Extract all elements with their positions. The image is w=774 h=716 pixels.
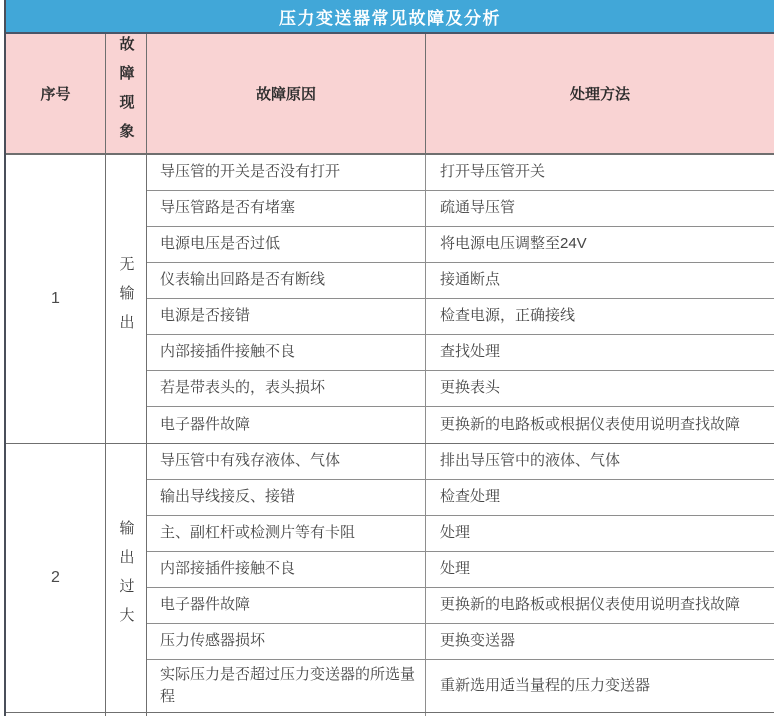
method-cell: 处理 bbox=[440, 560, 471, 578]
table-row bbox=[147, 263, 774, 299]
cause-cell: 内部接插件接触不良 bbox=[147, 552, 426, 587]
method-cell: 重新选用适当量程的压力变送器 bbox=[440, 676, 651, 694]
cause-cell: 电源是否接错 bbox=[147, 299, 426, 334]
cause-cell: 内部接插件接触不良 bbox=[147, 335, 426, 370]
section-rows bbox=[147, 155, 774, 443]
page-title: 压力变送器常见故障及分析 bbox=[279, 8, 501, 28]
phenomenon-cell bbox=[106, 155, 147, 443]
table-row bbox=[147, 588, 774, 624]
column-header-seq: 序号 bbox=[6, 34, 106, 153]
table-row bbox=[147, 371, 774, 407]
cause-cell: 若是带表头的，表头损坏 bbox=[147, 371, 426, 406]
phenomenon-cell bbox=[106, 444, 147, 712]
table-row bbox=[147, 191, 774, 227]
method-cell: 更换新的电路板或根据仪表使用说明查找故障 bbox=[440, 415, 741, 433]
table-row bbox=[147, 299, 774, 335]
section-rows bbox=[147, 444, 774, 712]
table-row bbox=[147, 155, 774, 191]
section-output-too-high bbox=[6, 444, 774, 713]
column-header-method: 处理方法 bbox=[569, 86, 630, 103]
phenomenon-label: 无输出 bbox=[117, 255, 135, 343]
table-title-bar bbox=[6, 0, 774, 34]
table-row bbox=[147, 444, 774, 480]
cause-cell: 电子器件故障 bbox=[147, 588, 426, 623]
seq-cell: 1 bbox=[6, 155, 106, 443]
cause-cell: 导压管中有残存液体、气体 bbox=[147, 444, 426, 479]
column-header-phenomenon bbox=[106, 34, 147, 153]
method-cell: 更换变送器 bbox=[440, 632, 516, 650]
method-cell: 排出导压管中的液体、气体 bbox=[440, 452, 621, 470]
method-cell: 打开导压管开关 bbox=[440, 163, 546, 181]
phenomenon-label: 输出过大 bbox=[117, 520, 135, 636]
seq-cell: 2 bbox=[6, 444, 106, 712]
table-row bbox=[147, 552, 774, 588]
method-cell: 检查处理 bbox=[440, 488, 501, 506]
method-cell: 接通断点 bbox=[440, 271, 501, 289]
method-cell: 更换表头 bbox=[440, 379, 501, 397]
method-cell: 处理 bbox=[440, 524, 471, 542]
table-row bbox=[147, 407, 774, 443]
fault-analysis-table bbox=[4, 0, 774, 716]
table-row bbox=[147, 227, 774, 263]
table-row bbox=[147, 624, 774, 660]
table-row bbox=[147, 660, 774, 712]
table-row bbox=[147, 335, 774, 371]
cause-cell: 导压管路是否有堵塞 bbox=[147, 191, 426, 226]
method-cell: 更换新的电路板或根据仪表使用说明查找故障 bbox=[440, 596, 741, 614]
table-header-row bbox=[6, 34, 774, 155]
column-header-phenomenon-label: 故障现象 bbox=[117, 35, 135, 152]
cause-cell: 主、副杠杆或检测片等有卡阻 bbox=[147, 516, 426, 551]
table-row bbox=[147, 516, 774, 552]
cause-cell: 导压管的开关是否没有打开 bbox=[147, 155, 426, 190]
cause-cell: 仪表输出回路是否有断线 bbox=[147, 263, 426, 298]
section-no-output bbox=[6, 155, 774, 444]
column-header-cause: 故障原因 bbox=[147, 34, 426, 153]
cause-cell: 实际压力是否超过压力变送器的所选量程 bbox=[147, 660, 426, 712]
cause-cell: 输出导线接反、接错 bbox=[147, 480, 426, 515]
method-cell: 查找处理 bbox=[440, 343, 501, 361]
table-row bbox=[147, 480, 774, 516]
cause-cell: 电子器件故障 bbox=[147, 407, 426, 443]
method-cell: 疏通导压管 bbox=[440, 199, 516, 217]
cause-cell: 压力传感器损坏 bbox=[147, 624, 426, 659]
method-cell: 将电源电压调整至24V bbox=[440, 235, 587, 253]
method-cell: 检查电源，正确接线 bbox=[440, 307, 576, 325]
cause-cell: 电源电压是否过低 bbox=[147, 227, 426, 262]
